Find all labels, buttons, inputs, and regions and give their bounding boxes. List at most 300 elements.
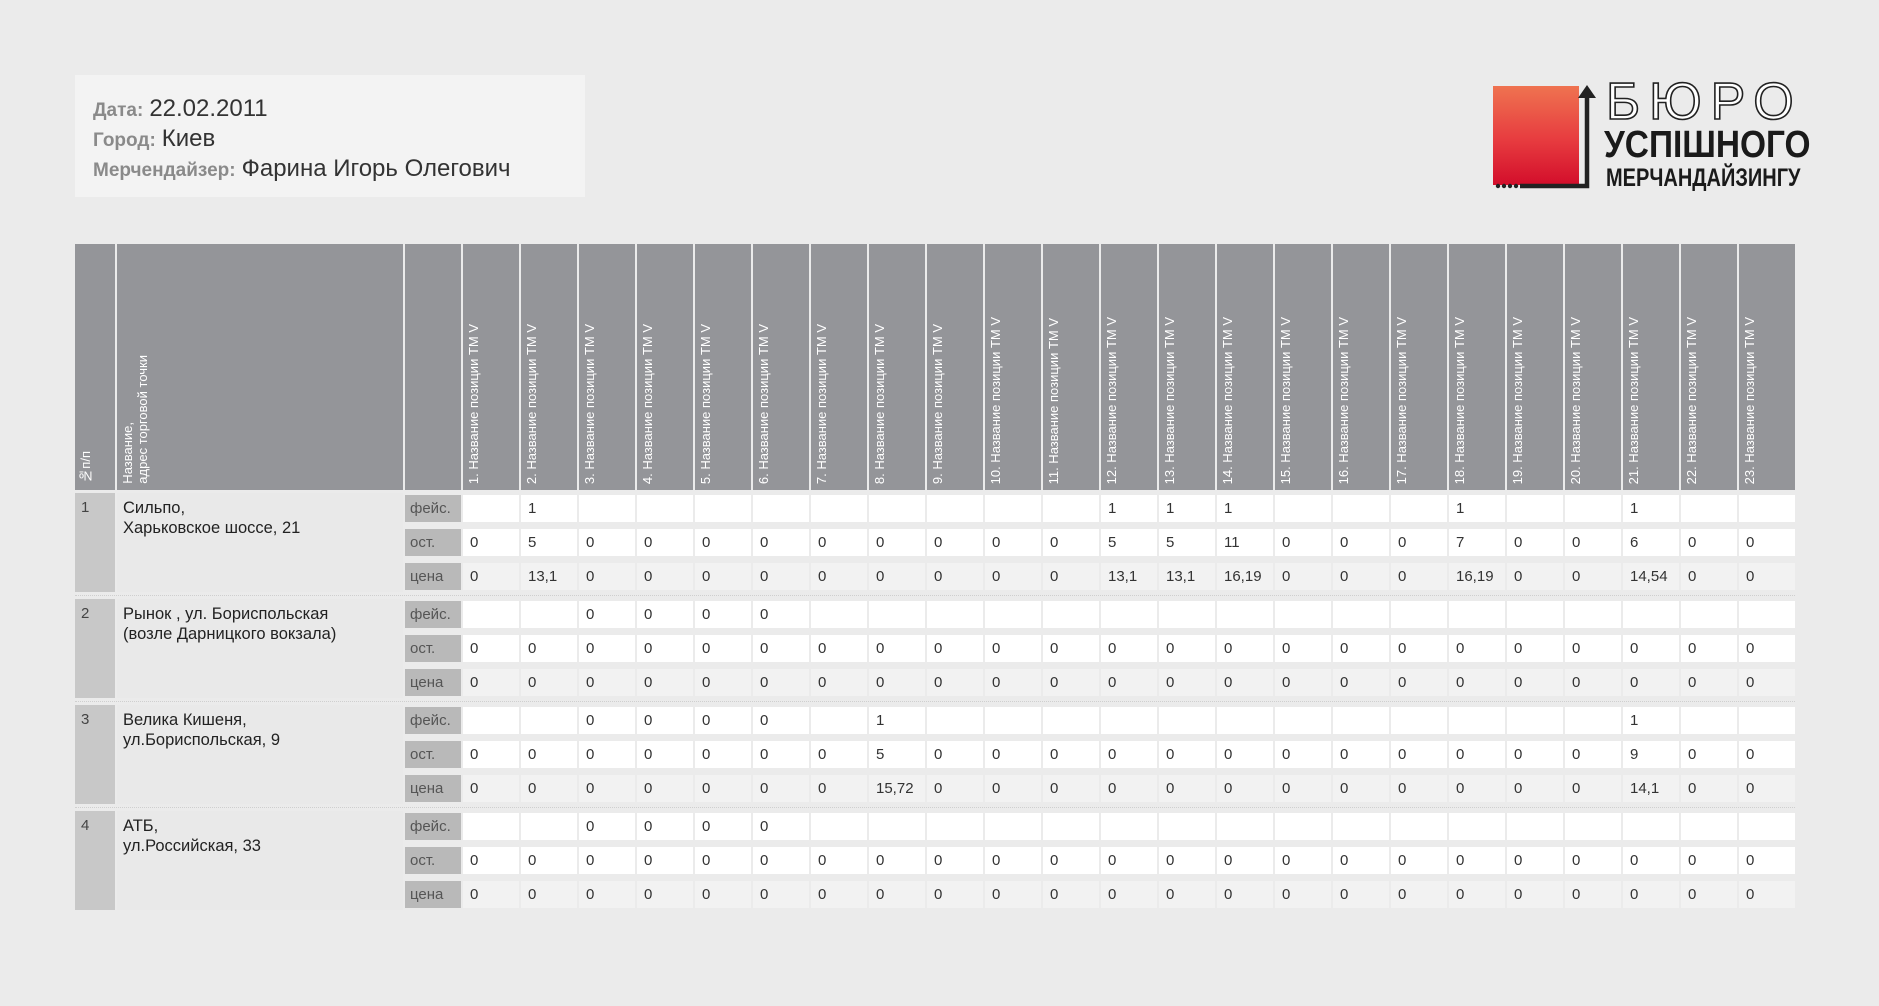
value-cell-face[interactable] (1217, 813, 1273, 840)
value-cell-price[interactable]: 16,19 (1217, 563, 1273, 590)
value-cell-face[interactable]: 0 (753, 601, 809, 628)
value-cell-price[interactable]: 0 (1159, 669, 1215, 696)
value-cell-stock[interactable]: 0 (1507, 847, 1563, 874)
value-cell-price[interactable]: 14,1 (1623, 775, 1679, 802)
value-cell-price[interactable]: 0 (869, 881, 925, 908)
value-cell-face[interactable] (1565, 601, 1621, 628)
value-cell-face[interactable] (811, 707, 867, 734)
value-cell-face[interactable] (1681, 495, 1737, 522)
value-cell-face[interactable]: 1 (521, 495, 577, 522)
value-cell-price[interactable]: 0 (1449, 669, 1505, 696)
value-cell-stock[interactable]: 11 (1217, 529, 1273, 556)
value-cell-face[interactable] (1043, 813, 1099, 840)
value-cell-price[interactable]: 0 (1043, 775, 1099, 802)
value-cell-face[interactable] (985, 495, 1041, 522)
value-cell-stock[interactable]: 0 (1739, 635, 1795, 662)
value-cell-face[interactable] (1507, 813, 1563, 840)
value-cell-stock[interactable]: 0 (521, 635, 577, 662)
value-cell-stock[interactable]: 0 (1043, 635, 1099, 662)
value-cell-price[interactable]: 0 (1275, 669, 1331, 696)
value-cell-price[interactable]: 0 (1043, 669, 1099, 696)
value-cell-price[interactable]: 0 (1507, 669, 1563, 696)
value-cell-price[interactable]: 0 (579, 563, 635, 590)
value-cell-stock[interactable]: 0 (1681, 635, 1737, 662)
value-cell-price[interactable]: 0 (1565, 563, 1621, 590)
value-cell-stock[interactable]: 0 (637, 529, 693, 556)
value-cell-stock[interactable]: 0 (1391, 635, 1447, 662)
value-cell-price[interactable]: 0 (1217, 881, 1273, 908)
city-label: Город: (93, 130, 156, 151)
value-cell-stock[interactable]: 0 (1333, 529, 1389, 556)
value-cell-face[interactable] (1333, 601, 1389, 628)
value-cell-face[interactable]: 0 (637, 707, 693, 734)
value-cell-stock[interactable]: 0 (927, 741, 983, 768)
value-cell-stock[interactable]: 0 (1565, 847, 1621, 874)
date-value: 22.02.2011 (149, 95, 268, 122)
value-cell-price[interactable]: 0 (637, 775, 693, 802)
value-cell-stock[interactable]: 0 (1333, 635, 1389, 662)
value-cell-face[interactable] (1043, 707, 1099, 734)
value-cell-stock[interactable]: 0 (579, 741, 635, 768)
value-cell-face[interactable] (637, 495, 693, 522)
value-cell-face[interactable] (1739, 707, 1795, 734)
store-separator (75, 701, 1795, 702)
value-cell-stock[interactable]: 0 (753, 847, 809, 874)
value-cell-price[interactable]: 0 (1275, 775, 1331, 802)
value-cell-stock[interactable]: 5 (1101, 529, 1157, 556)
value-cell-face[interactable] (985, 707, 1041, 734)
value-cell-price[interactable]: 0 (927, 881, 983, 908)
value-cell-price[interactable]: 0 (463, 775, 519, 802)
header-position-label: 11. Название позиции ТМ V (1046, 317, 1061, 484)
value-cell-stock[interactable]: 0 (1449, 741, 1505, 768)
value-cell-face[interactable] (927, 707, 983, 734)
value-cell-price[interactable]: 13,1 (521, 563, 577, 590)
value-cell-face[interactable] (1101, 601, 1157, 628)
value-cell-face[interactable] (463, 813, 519, 840)
value-cell-stock[interactable]: 0 (463, 847, 519, 874)
value-cell-face[interactable] (869, 601, 925, 628)
value-cell-face[interactable]: 1 (1623, 707, 1679, 734)
value-cell-face[interactable] (1449, 813, 1505, 840)
value-cell-price[interactable]: 0 (1275, 881, 1331, 908)
value-cell-stock[interactable]: 0 (1333, 847, 1389, 874)
value-cell-face[interactable] (521, 813, 577, 840)
value-cell-price[interactable]: 0 (1333, 669, 1389, 696)
value-cell-face[interactable] (579, 495, 635, 522)
value-cell-stock[interactable]: 0 (1275, 847, 1331, 874)
header-position-3 (579, 244, 635, 490)
value-cell-stock[interactable]: 0 (463, 635, 519, 662)
value-cell-face[interactable] (1449, 707, 1505, 734)
value-cell-face[interactable] (1507, 707, 1563, 734)
value-cell-price[interactable]: 0 (1101, 669, 1157, 696)
value-cell-stock[interactable]: 0 (1159, 635, 1215, 662)
value-cell-price[interactable]: 0 (869, 563, 925, 590)
value-cell-stock[interactable]: 0 (753, 635, 809, 662)
value-cell-face[interactable] (1275, 707, 1331, 734)
header-position-10 (985, 244, 1041, 490)
value-cell-face[interactable] (1449, 601, 1505, 628)
header-position-label: 7. Название позиции ТМ V (814, 323, 829, 484)
header-position-label: 23. Название позиции ТМ V (1742, 316, 1757, 484)
value-cell-price[interactable]: 0 (695, 669, 751, 696)
value-cell-stock[interactable]: 0 (579, 529, 635, 556)
value-cell-price[interactable]: 0 (1333, 775, 1389, 802)
value-cell-stock[interactable]: 0 (695, 635, 751, 662)
value-cell-price[interactable]: 0 (1391, 881, 1447, 908)
value-cell-face[interactable] (811, 813, 867, 840)
report-table (75, 244, 1795, 910)
value-cell-stock[interactable]: 5 (1159, 529, 1215, 556)
value-cell-stock[interactable]: 7 (1449, 529, 1505, 556)
value-cell-price[interactable]: 0 (811, 669, 867, 696)
value-cell-face[interactable]: 0 (753, 813, 809, 840)
value-cell-face[interactable] (1333, 707, 1389, 734)
value-cell-stock[interactable]: 0 (1159, 741, 1215, 768)
row-type-label: фейс. (405, 495, 461, 522)
store-separator (75, 807, 1795, 808)
value-cell-stock[interactable]: 0 (985, 635, 1041, 662)
value-cell-price[interactable]: 0 (463, 881, 519, 908)
value-cell-face[interactable] (985, 601, 1041, 628)
value-cell-stock[interactable]: 6 (1623, 529, 1679, 556)
value-cell-face[interactable] (1739, 495, 1795, 522)
value-cell-stock[interactable]: 0 (463, 529, 519, 556)
value-cell-stock[interactable]: 0 (1391, 529, 1447, 556)
value-cell-stock[interactable]: 0 (811, 635, 867, 662)
value-cell-stock[interactable]: 0 (1507, 635, 1563, 662)
header-position-16 (1333, 244, 1389, 490)
value-cell-price[interactable]: 0 (521, 669, 577, 696)
store-separator (75, 595, 1795, 596)
value-cell-face[interactable] (1333, 813, 1389, 840)
value-cell-price[interactable]: 0 (927, 563, 983, 590)
value-cell-stock[interactable]: 0 (1739, 847, 1795, 874)
value-cell-stock[interactable]: 9 (1623, 741, 1679, 768)
value-cell-face[interactable] (1623, 813, 1679, 840)
value-cell-price[interactable]: 0 (579, 669, 635, 696)
value-cell-price[interactable]: 0 (753, 669, 809, 696)
value-cell-face[interactable] (1275, 813, 1331, 840)
value-cell-price[interactable]: 0 (1623, 881, 1679, 908)
value-cell-face[interactable] (521, 707, 577, 734)
value-cell-face[interactable]: 1 (1159, 495, 1215, 522)
value-cell-price[interactable]: 0 (1159, 881, 1215, 908)
value-cell-price[interactable]: 0 (1565, 775, 1621, 802)
value-cell-face[interactable] (927, 813, 983, 840)
value-cell-face[interactable] (1275, 601, 1331, 628)
value-cell-price[interactable]: 0 (927, 775, 983, 802)
value-cell-stock[interactable]: 0 (869, 847, 925, 874)
value-cell-face[interactable] (1739, 813, 1795, 840)
value-cell-face[interactable] (1391, 813, 1447, 840)
value-cell-price[interactable]: 0 (1217, 669, 1273, 696)
value-cell-stock[interactable]: 0 (1217, 847, 1273, 874)
value-cell-stock[interactable]: 0 (1739, 529, 1795, 556)
value-cell-face[interactable] (1159, 601, 1215, 628)
value-cell-price[interactable]: 0 (1681, 881, 1737, 908)
value-cell-face[interactable] (521, 601, 577, 628)
header-position-label: 2. Название позиции ТМ V (524, 323, 539, 484)
value-cell-price[interactable]: 0 (1681, 669, 1737, 696)
value-cell-price[interactable]: 15,72 (869, 775, 925, 802)
value-cell-stock[interactable]: 0 (1565, 635, 1621, 662)
value-cell-face[interactable] (1623, 601, 1679, 628)
value-cell-face[interactable]: 0 (695, 601, 751, 628)
value-cell-stock[interactable]: 0 (753, 529, 809, 556)
value-cell-price[interactable]: 0 (1043, 881, 1099, 908)
header-name (117, 244, 403, 490)
value-cell-stock[interactable]: 0 (579, 847, 635, 874)
value-cell-price[interactable]: 0 (637, 669, 693, 696)
value-cell-price[interactable]: 0 (1159, 775, 1215, 802)
value-cell-face[interactable]: 0 (637, 813, 693, 840)
value-cell-price[interactable]: 0 (753, 775, 809, 802)
value-cell-face[interactable] (811, 495, 867, 522)
value-cell-price[interactable]: 0 (1739, 775, 1795, 802)
value-cell-face[interactable] (695, 495, 751, 522)
value-cell-face[interactable]: 1 (1623, 495, 1679, 522)
value-cell-price[interactable]: 0 (1391, 775, 1447, 802)
value-cell-stock[interactable]: 0 (1565, 741, 1621, 768)
value-cell-face[interactable] (927, 495, 983, 522)
value-cell-face[interactable]: 0 (579, 601, 635, 628)
value-cell-stock[interactable]: 0 (1623, 847, 1679, 874)
value-cell-face[interactable]: 0 (695, 707, 751, 734)
value-cell-face[interactable] (1043, 495, 1099, 522)
value-cell-price[interactable]: 0 (637, 563, 693, 590)
value-cell-face[interactable] (1739, 601, 1795, 628)
value-cell-stock[interactable]: 0 (1101, 635, 1157, 662)
value-cell-stock[interactable]: 0 (637, 847, 693, 874)
value-cell-stock[interactable]: 0 (811, 847, 867, 874)
value-cell-price[interactable]: 0 (521, 775, 577, 802)
value-cell-face[interactable]: 0 (579, 813, 635, 840)
value-cell-face[interactable] (1681, 707, 1737, 734)
value-cell-stock[interactable]: 0 (985, 847, 1041, 874)
header-position-1 (463, 244, 519, 490)
value-cell-stock[interactable]: 0 (1217, 635, 1273, 662)
value-cell-face[interactable] (1507, 495, 1563, 522)
value-cell-stock[interactable]: 0 (1449, 847, 1505, 874)
value-cell-stock[interactable]: 0 (1275, 529, 1331, 556)
value-cell-price[interactable]: 0 (927, 669, 983, 696)
value-cell-price[interactable]: 0 (1739, 563, 1795, 590)
value-cell-stock[interactable]: 0 (1565, 529, 1621, 556)
row-type-label: цена (405, 563, 461, 590)
value-cell-price[interactable]: 0 (1333, 881, 1389, 908)
value-cell-price[interactable]: 0 (811, 881, 867, 908)
value-cell-price[interactable]: 0 (1449, 881, 1505, 908)
value-cell-stock[interactable]: 5 (521, 529, 577, 556)
value-cell-stock[interactable]: 0 (1217, 741, 1273, 768)
value-cell-price[interactable]: 0 (1681, 775, 1737, 802)
value-cell-face[interactable]: 0 (753, 707, 809, 734)
value-cell-stock[interactable]: 0 (811, 529, 867, 556)
value-cell-face[interactable] (1565, 495, 1621, 522)
value-cell-price[interactable]: 0 (1449, 775, 1505, 802)
value-cell-price[interactable]: 0 (1507, 563, 1563, 590)
value-cell-stock[interactable]: 0 (1391, 847, 1447, 874)
value-cell-stock[interactable]: 0 (811, 741, 867, 768)
value-cell-stock[interactable]: 0 (1275, 635, 1331, 662)
row-type-label: ост. (405, 529, 461, 556)
value-cell-stock[interactable]: 0 (869, 529, 925, 556)
header-position-2 (521, 244, 577, 490)
value-cell-price[interactable]: 0 (637, 881, 693, 908)
value-cell-face[interactable] (985, 813, 1041, 840)
value-cell-stock[interactable]: 0 (1043, 847, 1099, 874)
value-cell-stock[interactable]: 0 (1507, 529, 1563, 556)
value-cell-stock[interactable]: 0 (927, 635, 983, 662)
value-cell-price[interactable]: 0 (463, 669, 519, 696)
value-cell-face[interactable] (1507, 601, 1563, 628)
value-cell-face[interactable] (811, 601, 867, 628)
value-cell-stock[interactable]: 0 (579, 635, 635, 662)
value-cell-face[interactable]: 0 (579, 707, 635, 734)
value-cell-price[interactable]: 0 (985, 563, 1041, 590)
value-cell-stock[interactable]: 0 (1333, 741, 1389, 768)
value-cell-price[interactable]: 14,54 (1623, 563, 1679, 590)
value-cell-stock[interactable]: 0 (1739, 741, 1795, 768)
value-cell-face[interactable] (1217, 601, 1273, 628)
value-cell-price[interactable]: 0 (985, 775, 1041, 802)
value-cell-price[interactable]: 0 (1391, 669, 1447, 696)
value-cell-stock[interactable]: 0 (463, 741, 519, 768)
value-cell-face[interactable] (1681, 813, 1737, 840)
value-cell-price[interactable]: 0 (1217, 775, 1273, 802)
value-cell-price[interactable]: 0 (1101, 881, 1157, 908)
value-cell-price[interactable]: 0 (1507, 775, 1563, 802)
value-cell-stock[interactable]: 0 (695, 847, 751, 874)
value-cell-price[interactable]: 0 (463, 563, 519, 590)
value-cell-price[interactable]: 0 (1565, 881, 1621, 908)
value-cell-face[interactable] (1391, 495, 1447, 522)
value-cell-stock[interactable]: 0 (985, 741, 1041, 768)
header-position-label: 8. Название позиции ТМ V (872, 323, 887, 484)
value-cell-face[interactable] (463, 707, 519, 734)
value-cell-stock[interactable]: 0 (1159, 847, 1215, 874)
value-cell-price[interactable]: 0 (985, 881, 1041, 908)
value-cell-face[interactable] (1565, 813, 1621, 840)
value-cell-price[interactable]: 0 (1739, 669, 1795, 696)
value-cell-price[interactable]: 0 (1333, 563, 1389, 590)
value-cell-price[interactable]: 0 (1623, 669, 1679, 696)
value-cell-stock[interactable]: 0 (1275, 741, 1331, 768)
value-cell-stock[interactable]: 0 (637, 741, 693, 768)
value-cell-face[interactable] (869, 495, 925, 522)
value-cell-face[interactable] (1391, 601, 1447, 628)
value-cell-price[interactable]: 0 (1101, 775, 1157, 802)
value-cell-stock[interactable]: 5 (869, 741, 925, 768)
value-cell-price[interactable]: 0 (811, 775, 867, 802)
value-cell-stock[interactable]: 0 (695, 741, 751, 768)
row-type-label: ост. (405, 847, 461, 874)
value-cell-stock[interactable]: 0 (695, 529, 751, 556)
value-cell-face[interactable] (869, 813, 925, 840)
value-cell-face[interactable]: 1 (869, 707, 925, 734)
value-cell-price[interactable]: 0 (869, 669, 925, 696)
value-cell-stock[interactable]: 0 (521, 741, 577, 768)
value-cell-price[interactable]: 16,19 (1449, 563, 1505, 590)
value-cell-stock[interactable]: 0 (1681, 741, 1737, 768)
value-cell-face[interactable] (463, 495, 519, 522)
header-position-6 (753, 244, 809, 490)
value-cell-face[interactable] (1159, 813, 1215, 840)
value-cell-price[interactable]: 0 (1681, 563, 1737, 590)
value-cell-price[interactable]: 0 (1739, 881, 1795, 908)
value-cell-price[interactable]: 0 (695, 775, 751, 802)
value-cell-price[interactable]: 0 (1507, 881, 1563, 908)
value-cell-face[interactable]: 0 (637, 601, 693, 628)
value-cell-face[interactable] (463, 601, 519, 628)
value-cell-price[interactable]: 0 (753, 881, 809, 908)
value-cell-price[interactable]: 13,1 (1101, 563, 1157, 590)
value-cell-stock[interactable]: 0 (1623, 635, 1679, 662)
value-cell-price[interactable]: 0 (579, 881, 635, 908)
value-cell-stock[interactable]: 0 (927, 529, 983, 556)
value-cell-price[interactable]: 0 (1391, 563, 1447, 590)
value-cell-stock[interactable]: 0 (637, 635, 693, 662)
value-cell-price[interactable]: 0 (753, 563, 809, 590)
value-cell-face[interactable] (1101, 707, 1157, 734)
value-cell-price[interactable]: 0 (985, 669, 1041, 696)
value-cell-face[interactable] (1101, 813, 1157, 840)
value-cell-face[interactable] (1565, 707, 1621, 734)
value-cell-stock[interactable]: 0 (1507, 741, 1563, 768)
value-cell-price[interactable]: 13,1 (1159, 563, 1215, 590)
header-position-label: 6. Название позиции ТМ V (756, 323, 771, 484)
value-cell-price[interactable]: 0 (1043, 563, 1099, 590)
value-cell-face[interactable] (1217, 707, 1273, 734)
value-cell-face[interactable]: 1 (1101, 495, 1157, 522)
value-cell-face[interactable]: 1 (1449, 495, 1505, 522)
value-cell-face[interactable]: 0 (695, 813, 751, 840)
value-cell-face[interactable] (1333, 495, 1389, 522)
value-cell-stock[interactable]: 0 (869, 635, 925, 662)
value-cell-stock[interactable]: 0 (1449, 635, 1505, 662)
header-position-17 (1391, 244, 1447, 490)
value-cell-stock[interactable]: 0 (521, 847, 577, 874)
value-cell-face[interactable] (1159, 707, 1215, 734)
value-cell-stock[interactable]: 0 (985, 529, 1041, 556)
value-cell-face[interactable] (927, 601, 983, 628)
value-cell-face[interactable] (1043, 601, 1099, 628)
value-cell-stock[interactable]: 0 (1101, 741, 1157, 768)
value-cell-face[interactable] (1681, 601, 1737, 628)
value-cell-face[interactable] (1275, 495, 1331, 522)
value-cell-face[interactable]: 1 (1217, 495, 1273, 522)
value-cell-price[interactable]: 0 (1275, 563, 1331, 590)
value-cell-face[interactable] (753, 495, 809, 522)
value-cell-stock[interactable]: 0 (1043, 529, 1099, 556)
value-cell-stock[interactable]: 0 (1681, 847, 1737, 874)
value-cell-stock[interactable]: 0 (927, 847, 983, 874)
value-cell-price[interactable]: 0 (521, 881, 577, 908)
value-cell-stock[interactable]: 0 (1391, 741, 1447, 768)
value-cell-face[interactable] (1391, 707, 1447, 734)
value-cell-stock[interactable]: 0 (1681, 529, 1737, 556)
value-cell-price[interactable]: 0 (579, 775, 635, 802)
value-cell-price[interactable]: 0 (1565, 669, 1621, 696)
value-cell-price[interactable]: 0 (695, 881, 751, 908)
value-cell-stock[interactable]: 0 (1101, 847, 1157, 874)
value-cell-stock[interactable]: 0 (1043, 741, 1099, 768)
value-cell-price[interactable]: 0 (695, 563, 751, 590)
value-cell-price[interactable]: 0 (811, 563, 867, 590)
value-cell-stock[interactable]: 0 (753, 741, 809, 768)
